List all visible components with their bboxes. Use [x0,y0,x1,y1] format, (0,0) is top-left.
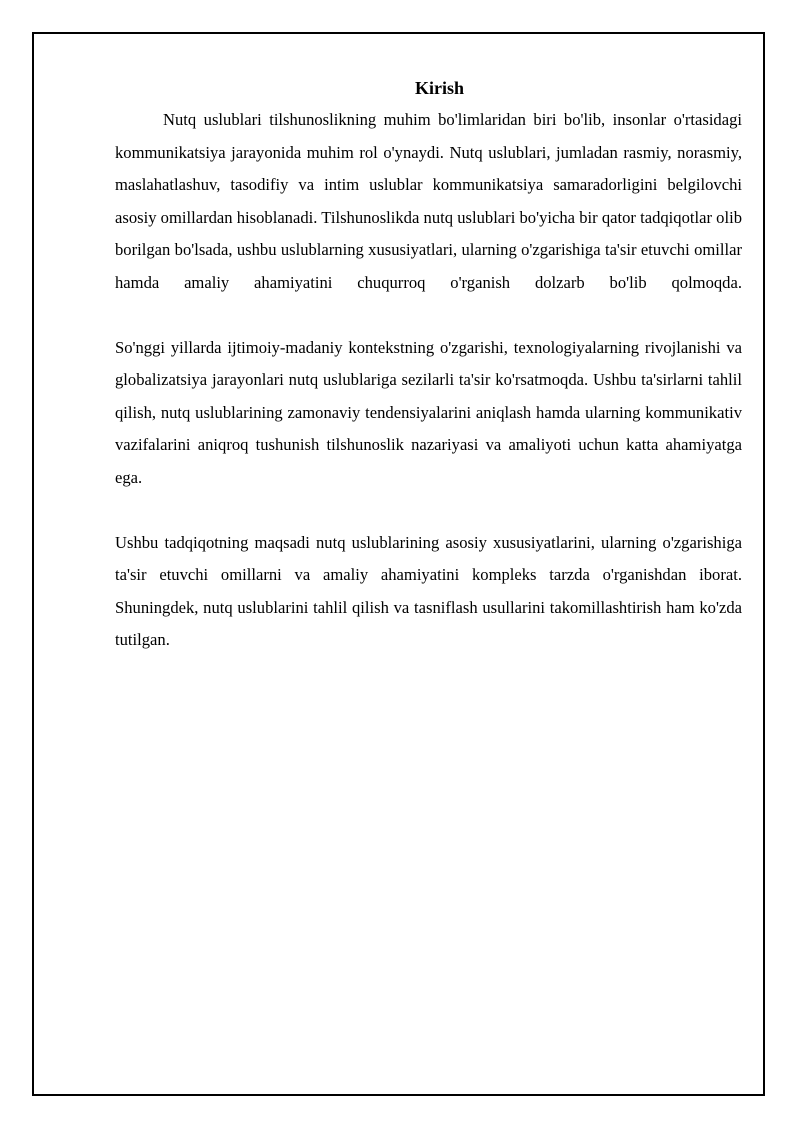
document-body [115,72,742,657]
paragraph-spacer [115,299,742,332]
paragraph-aim: Ushbu tadqiqotning maqsadi nutq uslublarining asosiy xususiyatlarini, ularning o'zgarishiga ta'sir etuvchi omillarni va amaliy ahamiyatini kompleks tarzda o'rganishdan iborat. Shuningdek, nutq uslublarini tahlil qilish va tasniflash usullarini takomillashtirish ham ko'zda tutilgan. [115,532,742,649]
paragraph-context: So'nggi yillarda ijtimoiy-madaniy kontekstning o'zgarishi, texnologiyalarning rivojlanishi va globalizatsiya jarayonlari nutq uslublariga sezilarli ta'sir ko'rsatmoqda. Ushbu ta'sirlarni tahlil qilish, nutq uslublarining zamonaviy tendensiyalarini aniqlash hamda ularning kommunikativ vazifalarini aniqroq tushunish tilshunoslik nazariyasi va amaliyoti uchun katta ahamiyatga ega. [115,337,742,487]
paragraph-intro: Nutq uslublari tilshunoslikning muhim bo'limlaridan biri bo'lib, insonlar o'rtasidagi kommunikatsiya jarayonida muhim rol o'ynaydi. Nutq uslublari, jumladan rasmiy, norasmiy, maslahatlashuv, tasodifiy va intim uslublar kommunikatsiya samaradorligini belgilovchi asosiy omillardan hisoblanadi. Tilshunoslikda nutq uslublari bo'yicha bir qator tadqiqotlar olib borilgan bo'lsada, ushbu uslublarning xususiyatlari, ularning o'zgarishiga ta'sir etuvchi omillar hamda amaliy ahamiyatini chuqurroq o'rganish dolzarb bo'lib qolmoqda. [115,110,742,292]
paragraph-spacer [115,494,742,527]
document-title: Kirish [414,78,464,98]
